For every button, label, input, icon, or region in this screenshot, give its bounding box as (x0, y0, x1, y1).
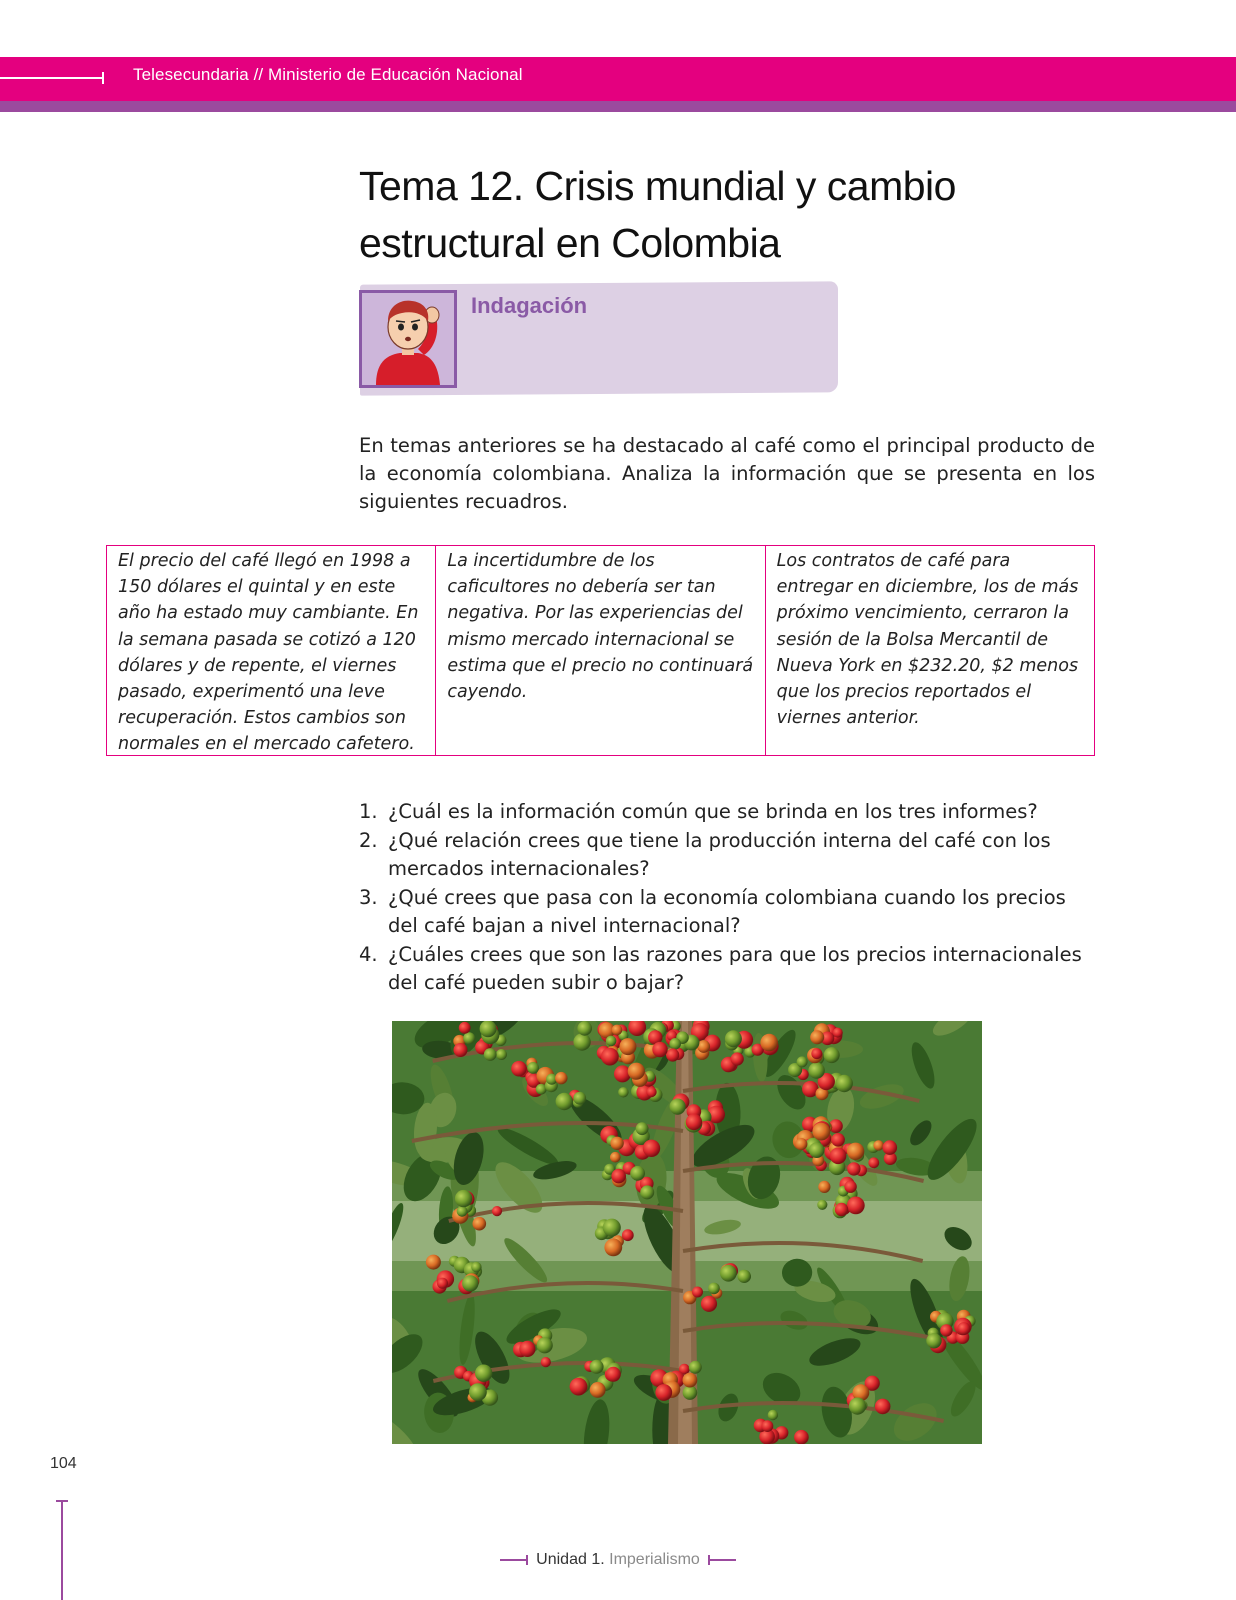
coffee-cherry (469, 1383, 487, 1401)
coffee-cherry (484, 1048, 497, 1061)
coffee-cherry (426, 1255, 441, 1270)
coffee-cherry (628, 1063, 645, 1080)
coffee-cherry (519, 1341, 535, 1357)
coffee-cherry (601, 1048, 619, 1066)
coffee-cherry (849, 1398, 866, 1415)
coffee-cherry (835, 1203, 848, 1216)
coffee-cherry (511, 1061, 527, 1077)
coffee-cherry (812, 1123, 830, 1141)
coffee-cherry (725, 1030, 742, 1047)
coffee-cherry (844, 1181, 856, 1193)
coffee-cherry (818, 1181, 830, 1193)
section-label: Indagación (471, 293, 588, 318)
news-box-3: Los contratos de café para entregar en diciembre, los de más próximo vencimiento, cerraron la sesión de la Bolsa Mercantil de Nueva York en $232.20, $2 menos que los precios reportados el viernes anterior. (765, 546, 1094, 755)
coffee-cherry (622, 1229, 634, 1241)
coffee-cherry (619, 1038, 636, 1055)
page-number: 104 (50, 1455, 77, 1472)
coffee-cherry (457, 1206, 468, 1217)
coffee-cherry (630, 1166, 645, 1181)
coffee-cherry (689, 1361, 702, 1374)
coffee-cherry (606, 1036, 617, 1047)
news-box-1: El precio del café llegó en 1998 a 150 dólares el quintal y en este año ha estado muy cambiante. En la semana pasada se cotizó a 120 dólares y de repente, el viernes pasado, experimentó una leve recuperación. Estos cambios son normales en el mercado cafetero. (118, 551, 419, 755)
coffee-cherry (652, 1042, 667, 1057)
coffee-cherry (670, 1099, 686, 1115)
coffee-cherry (833, 1028, 843, 1038)
coffee-cherry (640, 1185, 654, 1199)
coffee-cherry (809, 1142, 825, 1158)
coffee-cherry (738, 1270, 751, 1283)
coffee-cherry (462, 1275, 478, 1291)
coffee-cherry (590, 1360, 604, 1374)
coffee-cherry (455, 1190, 472, 1207)
side-rule-tick (56, 1500, 68, 1502)
coffee-cherry (768, 1410, 778, 1420)
coffee-cherry (492, 1206, 502, 1216)
footer (0, 1551, 1236, 1569)
coffee-cherry (669, 1038, 681, 1050)
coffee-cherry (454, 1043, 468, 1057)
coffee-cherry (701, 1296, 717, 1312)
question-number: 4. (359, 942, 378, 966)
header-accent-stripe (0, 101, 1236, 112)
coffee-cherry (847, 1143, 864, 1160)
coffee-cherry (480, 1021, 497, 1037)
coffee-cherry (527, 1062, 539, 1074)
coffee-cherry (573, 1092, 586, 1105)
coffee-cherry (475, 1365, 492, 1382)
footer-unit: Unidad 1. (536, 1551, 605, 1568)
coffee-cherry (611, 1169, 626, 1184)
question-number: 2. (359, 828, 378, 852)
coffee-cherries-photo (392, 1021, 982, 1444)
coffee-cherry (604, 1239, 622, 1257)
coffee-cherry (831, 1133, 845, 1147)
coffee-cherry (762, 1420, 774, 1432)
question-number: 3. (359, 885, 378, 909)
coffee-cherry (797, 1056, 808, 1067)
question-item (359, 798, 1099, 827)
footer-topic: Imperialismo (609, 1551, 700, 1568)
coffee-cherry (847, 1162, 860, 1175)
question-text: ¿Qué relación crees que tiene la producción interna del café con los mercados internacionales? (388, 828, 1051, 880)
coffee-cherry (570, 1378, 588, 1396)
coffee-cherry (459, 1022, 471, 1034)
coffee-cherry (883, 1140, 898, 1155)
coffee-cherry (437, 1278, 448, 1289)
coffee-cherry (720, 1265, 737, 1282)
coffee-cherry (646, 1087, 656, 1097)
coffee-cherry (847, 1197, 865, 1215)
header-rule (0, 77, 104, 79)
coffee-cherry (811, 1048, 822, 1059)
coffee-cherry (556, 1093, 573, 1110)
question-number: 1. (359, 800, 378, 823)
coffee-cherry (940, 1324, 952, 1336)
question-item (359, 884, 1099, 941)
news-box-2: La incertidumbre de los caficultores no debería ser tan negativa. Por las experiencias del mismo mercado internacional se estima que el precio no continuará cayendo. (435, 546, 764, 755)
coffee-cherry (926, 1333, 941, 1348)
questions-list (359, 798, 1099, 998)
news-boxes (106, 545, 1095, 756)
coffee-cherry (836, 1075, 853, 1092)
thinking-boy-icon (359, 290, 457, 388)
coffee-cherry (610, 1152, 621, 1163)
coffee-cherry (666, 1048, 679, 1061)
coffee-cherry (824, 1047, 840, 1063)
coffee-cherry (603, 1219, 621, 1237)
coffee-cherry (808, 1062, 824, 1078)
footer-dash-right (708, 1559, 736, 1561)
header-rule-tick (102, 72, 104, 84)
header-text: Telesecundaria // Ministerio de Educación Nacional (133, 65, 523, 84)
side-rule (61, 1500, 63, 1600)
coffee-cherry (463, 1032, 475, 1044)
coffee-cherry (731, 1052, 744, 1065)
coffee-cherry (817, 1200, 827, 1210)
question-item (359, 827, 1099, 884)
coffee-cherry (760, 1034, 778, 1052)
coffee-cherry (610, 1137, 623, 1150)
question-text: ¿Cuál es la información común que se brinda en los tres informes? (388, 800, 1038, 823)
coffee-cherry (643, 1140, 660, 1157)
coffee-cherry (496, 1049, 507, 1060)
coffee-cherry (573, 1033, 590, 1050)
coffee-cherry (686, 1114, 702, 1130)
coffee-cherry (555, 1072, 567, 1084)
coffee-cherry (473, 1217, 487, 1231)
page-title: Tema 12. Crisis mundial y cambio estructural en Colombia (359, 163, 956, 266)
coffee-cherry (541, 1357, 551, 1367)
coffee-cherry (794, 1430, 809, 1444)
question-text: ¿Qué crees que pasa con la economía colombiana cuando los precios del café bajan a nivel internacional? (388, 885, 1066, 937)
coffee-cherry (868, 1157, 879, 1168)
footer-dash-left (500, 1559, 528, 1561)
coffee-cherry (708, 1283, 720, 1295)
coffee-cherry (590, 1382, 606, 1398)
coffee-cherry (636, 1122, 649, 1135)
coffee-cherry (655, 1384, 672, 1401)
coffee-cherry (618, 1087, 628, 1097)
coffee-cherry (957, 1322, 970, 1335)
coffee-cherry (692, 1287, 703, 1298)
coffee-cherry (795, 1138, 807, 1150)
coffee-cherry (606, 1367, 621, 1382)
coffee-cherry (873, 1140, 883, 1150)
coffee-cherry (577, 1021, 592, 1036)
coffee-cherry (537, 1337, 553, 1353)
intro-paragraph: En temas anteriores se ha destacado al café como el principal producto de la economía colombiana. Analiza la información que se presenta en los siguientes recuadros. (359, 434, 1095, 513)
coffee-cherry (683, 1373, 698, 1388)
coffee-cherry (471, 1262, 481, 1272)
coffee-cherry (830, 1148, 847, 1165)
question-text: ¿Cuáles crees que son las razones para que los precios internacionales del café pueden subir o bajar? (388, 942, 1082, 994)
coffee-cherry (875, 1399, 891, 1415)
question-item (359, 941, 1099, 998)
coffee-cherry (810, 1030, 824, 1044)
coffee-cherry (612, 1025, 623, 1036)
